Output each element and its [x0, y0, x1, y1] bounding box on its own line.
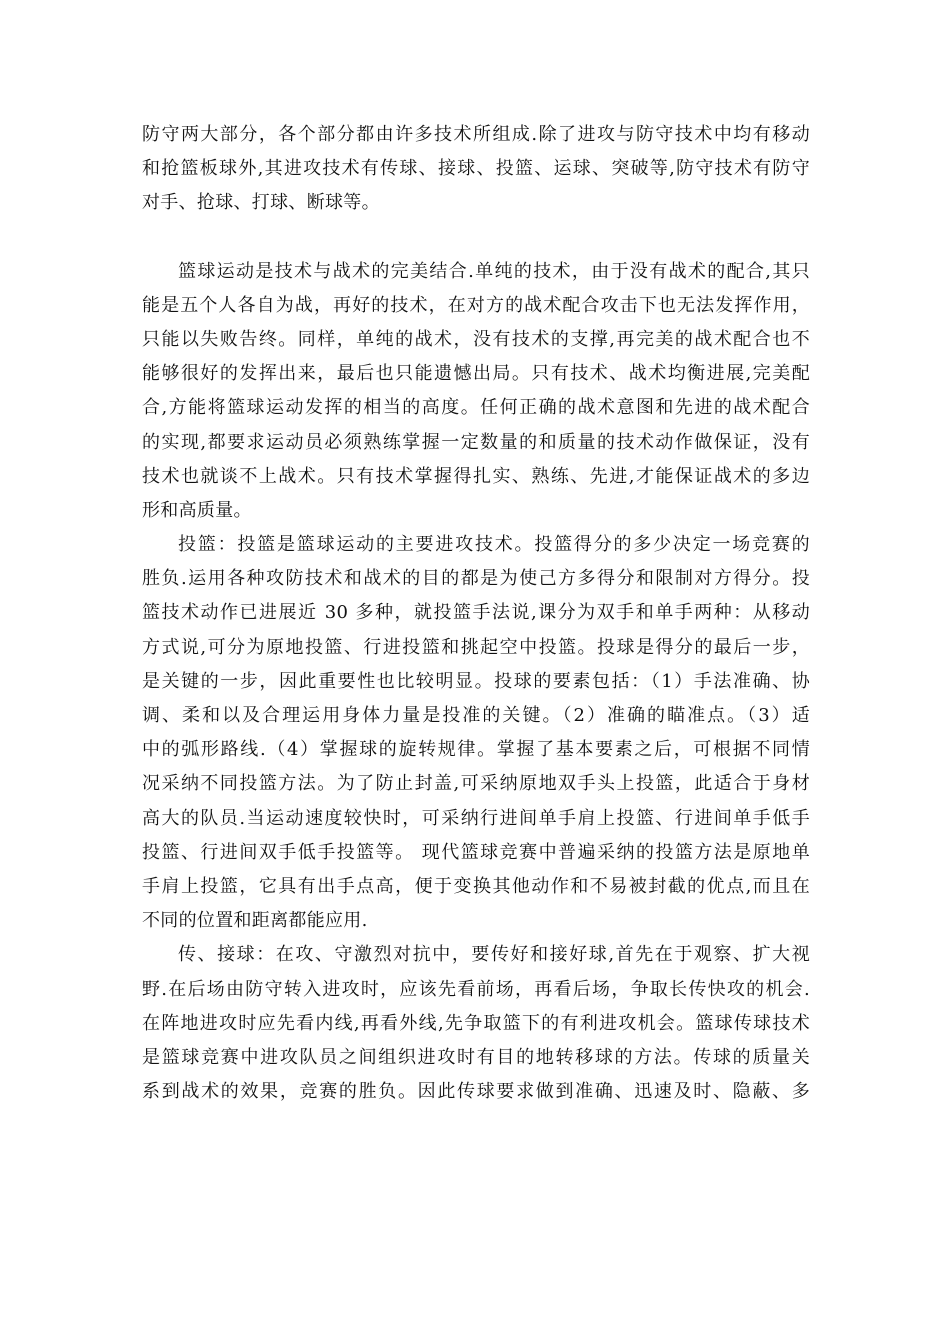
text-line: 胜负.运用各种攻防技术和战术的目的都是为使己方多得分和限制对方得分。投: [142, 568, 810, 590]
text-line: 篮技术动作已进展近 30 多种，就投篮手法说,课分为双手和单手两种：从移动: [142, 602, 810, 624]
text-line: 在阵地进攻时应先看内线,再看外线,先争取篮下的有利进攻机会。篮球传球技术: [142, 1012, 810, 1034]
text-line: 防守两大部分，各个部分都由许多技术所组成.除了进攻与防守技术中均有移动: [142, 124, 810, 145]
text-line: 能够很好的发挥出来，最后也只能遗憾出局。只有技术、战术均衡进展,完美配: [142, 363, 810, 385]
paragraph-technique-and-tactics: [142, 255, 810, 529]
text-line: 投篮、行进间双手低手投篮等。 现代篮球竞赛中普遍采纳的投篮方法是原地单: [142, 841, 810, 863]
text-line: 技术也就谈不上战术。只有技术掌握得扎实、熟练、先进,才能保证战术的多边: [142, 465, 810, 487]
text-line: 只能以失败告终。同样，单纯的战术，没有技术的支撑,再完美的战术配合也不: [142, 328, 810, 350]
text-line: 况采纳不同投篮方法。为了防止封盖,可采纳原地双手头上投篮，此适合于身材: [142, 773, 810, 795]
text-line: 对手、抢球、打球、断球等。: [142, 192, 380, 214]
text-line: 野.在后场由防守转入进攻时，应该先看前场，再看后场，争取长传快攻的机会.: [142, 978, 810, 1000]
paragraph-shooting: [142, 528, 810, 938]
text-line: 手肩上投篮，它具有出手点高，便于变换其他动作和不易被封截的优点,而且在: [142, 875, 810, 897]
text-line: 和抢篮板球外,其进攻技术有传球、接球、投篮、运球、突破等,防守技术有防守: [142, 158, 810, 180]
text-line: 篮球运动是技术与战术的完美结合.单纯的技术，由于没有战术的配合,其只: [178, 260, 810, 282]
text-line: 是篮球竞赛中进攻队员之间组织进攻时有目的地转移球的方法。传球的质量关: [142, 1046, 810, 1068]
text-line: 调、柔和以及合理运用身体力量是投准的关键。（2）准确的瞄准点。（3）适: [142, 705, 810, 726]
text-line: 合,方能将篮球运动发挥的相当的高度。任何正确的战术意图和先进的战术配合: [142, 397, 810, 419]
paragraph-gap: [142, 221, 810, 255]
text-line: 中的弧形路线.（4）掌握球的旋转规律。掌握了基本要素之后，可根据不同情: [142, 739, 810, 761]
text-line: 不同的位置和距离都能应用.: [142, 910, 368, 932]
text-line: 是关键的一步，因此重要性也比较明显。投球的要素包括：（1）手法准确、协: [142, 670, 810, 692]
text-line: 方式说,可分为原地投篮、行进投篮和挑起空中投篮。投球是得分的最后一步，: [142, 636, 810, 658]
text-line: 传、接球：在攻、守激烈对抗中，要传好和接好球,首先在于观察、扩大视: [178, 944, 810, 966]
text-line: 形和高质量。: [142, 499, 252, 521]
paragraph-passing-and-receiving: [142, 938, 810, 1109]
text-line: 高大的队员.当运动速度较快时，可采纳行进间单手肩上投篮、行进间单手低手: [142, 807, 810, 829]
document-body: [142, 118, 810, 1109]
paragraph-defense-techniques: [142, 118, 810, 221]
text-line: 的实现,都要求运动员必须熟练掌握一定数量的和质量的技术动作做保证，没有: [142, 431, 810, 453]
text-line: 系到战术的效果，竞赛的胜负。因此传球要求做到准确、迅速及时、隐蔽、多: [142, 1081, 810, 1103]
text-line: 能是五个人各自为战，再好的技术，在对方的战术配合攻击下也无法发挥作用，: [142, 294, 810, 316]
text-line: 投篮：投篮是篮球运动的主要进攻技术。投篮得分的多少决定一场竞赛的: [178, 534, 810, 556]
